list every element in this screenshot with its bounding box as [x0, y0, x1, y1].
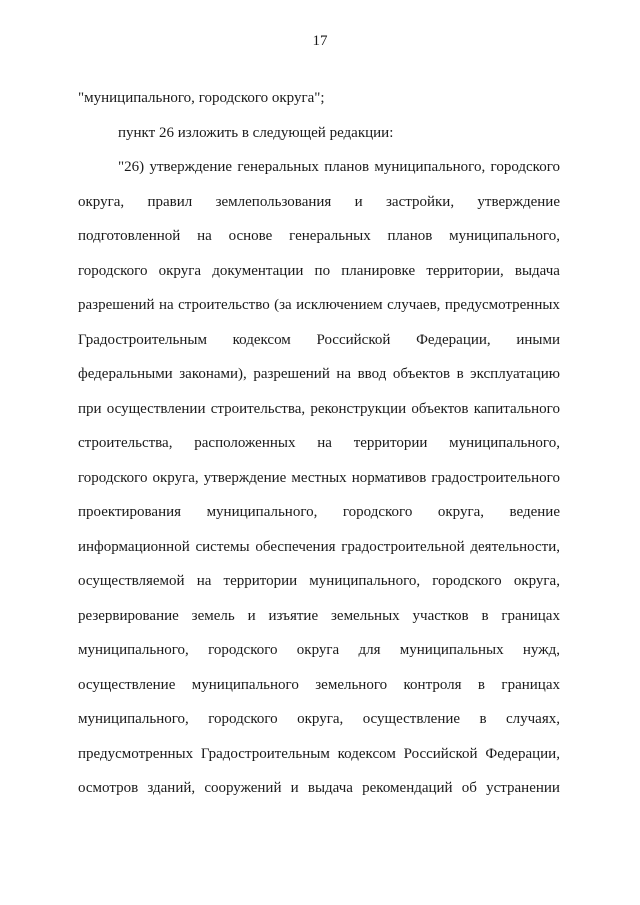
text-word: на [317, 435, 332, 451]
text-word: изъятие [268, 608, 319, 624]
text-word: кодексом [232, 332, 291, 348]
text-line [78, 295, 560, 315]
text-word: резервирование [78, 608, 179, 624]
text-line [78, 537, 560, 557]
text-word: строительство [178, 297, 270, 313]
text-word: федеральными [78, 366, 173, 382]
text-word: изложить [173, 125, 239, 141]
text-word: городского [194, 90, 269, 106]
text-word: осуществляемой [78, 573, 185, 589]
text-word: Федерации, [416, 332, 491, 348]
text-word: капитального [473, 401, 560, 417]
text-word: земельных [330, 608, 400, 624]
text-word: округа, [297, 711, 344, 727]
text-line [78, 399, 560, 419]
text-word: земель [191, 608, 235, 624]
text-word: 26 [155, 125, 174, 141]
text-word: строительства, [78, 435, 173, 451]
text-word: генеральных [289, 228, 371, 244]
text-word: на [196, 573, 212, 589]
text-word: на [158, 297, 174, 313]
text-word: для [358, 642, 381, 658]
text-word: обеспечения [255, 539, 336, 555]
text-word: округа [296, 642, 340, 658]
text-word: при [78, 401, 102, 417]
text-word: в [477, 677, 486, 693]
text-word: округа, [513, 573, 560, 589]
text-word: округа, [437, 504, 485, 520]
text-word: утверждение [149, 159, 233, 175]
text-line [78, 88, 560, 108]
text-word: городского [208, 642, 278, 658]
text-line [78, 364, 560, 384]
text-word: эксплуатацию [470, 366, 560, 382]
text-word: муниципального, [78, 642, 189, 658]
text-word: (за [274, 297, 292, 313]
text-word: проектирования [78, 504, 182, 520]
text-word: Федерации, [485, 746, 560, 762]
text-word: деятельности, [470, 539, 560, 555]
text-word: генеральных [237, 159, 319, 175]
text-word: в [481, 608, 489, 624]
text-word: выдача [514, 263, 560, 279]
text-word: "муниципального, [78, 90, 195, 106]
text-word: и [247, 608, 256, 624]
text-word: в [456, 366, 464, 382]
text-word: контроля [403, 677, 462, 693]
text-word: городского [208, 711, 278, 727]
text-word: системы [195, 539, 250, 555]
text-word: округа"; [268, 90, 325, 106]
text-word: осуществление [78, 677, 176, 693]
text-word: случаях, [506, 711, 560, 727]
text-word: разрешений [253, 366, 330, 382]
text-line [78, 675, 560, 695]
text-word: градостроительного [431, 470, 560, 486]
text-word: муниципального [191, 677, 299, 693]
text-word: объектов [392, 366, 451, 382]
text-line [78, 778, 560, 798]
text-word: муниципального, [449, 435, 560, 451]
text-line [78, 709, 560, 729]
text-word: следующей [248, 125, 326, 141]
text-word: "26) [118, 159, 145, 175]
text-word: нужд, [522, 642, 560, 658]
text-word: Градостроительным [78, 332, 207, 348]
text-word: планов [324, 159, 370, 175]
text-word: по [314, 263, 331, 279]
text-word: в [238, 125, 249, 141]
text-word: объектов [411, 401, 469, 417]
text-word: на [197, 228, 212, 244]
text-word: муниципального, [374, 159, 486, 175]
text-word: муниципального, [206, 504, 318, 520]
text-word: ведение [509, 504, 560, 520]
text-word: городского [78, 263, 148, 279]
text-word: зданий, [147, 780, 196, 796]
text-line [78, 640, 560, 660]
text-word: территории, [426, 263, 504, 279]
text-word: случаев, [387, 297, 441, 313]
text-word: градостроительной [341, 539, 465, 555]
text-word: муниципального, [78, 711, 189, 727]
text-word: информационной [78, 539, 190, 555]
text-word: Градостроительным [200, 746, 330, 762]
text-line [78, 744, 560, 764]
text-word: землепользования [215, 194, 332, 210]
text-line [78, 502, 560, 522]
text-word: редакции: [325, 125, 394, 141]
text-word: разрешений [78, 297, 155, 313]
text-word: подготовленной [78, 228, 181, 244]
text-word: округа, [78, 194, 125, 210]
text-word: в [479, 711, 487, 727]
text-word: иными [516, 332, 560, 348]
text-word: муниципального, [449, 228, 560, 244]
text-word: пункт [118, 125, 156, 141]
text-word: Российской [316, 332, 391, 348]
text-line [78, 192, 560, 212]
text-word: муниципального, [309, 573, 421, 589]
text-word: расположенных [194, 435, 296, 451]
page-number: 17 [312, 33, 328, 49]
text-word: округа, [152, 470, 199, 486]
text-word: и [290, 780, 299, 796]
text-word: планов [387, 228, 433, 244]
text-word: ввод [357, 366, 387, 382]
text-word: городского [432, 573, 502, 589]
text-word: выдача [307, 780, 353, 796]
text-word: территории [223, 573, 298, 589]
text-word: основе [228, 228, 273, 244]
text-word: рекомендаций [362, 780, 453, 796]
text-word: реконструкции [310, 401, 407, 417]
text-word: застройки, [386, 194, 455, 210]
text-word: участков [412, 608, 469, 624]
text-word: территории [353, 435, 428, 451]
text-word: муниципальных [399, 642, 504, 658]
text-word: земельного [315, 677, 388, 693]
text-line [118, 123, 560, 143]
text-word: правил [147, 194, 193, 210]
text-word: нормативов [351, 470, 427, 486]
text-word: на [336, 366, 352, 382]
text-word: осуществление [362, 711, 461, 727]
text-word: сооружений [204, 780, 282, 796]
text-word: исключением [296, 297, 383, 313]
text-line [78, 330, 560, 350]
text-word: границах [501, 608, 560, 624]
text-word: планировке [341, 263, 416, 279]
text-word: строительства, [210, 401, 306, 417]
text-line [118, 157, 560, 177]
text-word: документации [212, 263, 304, 279]
text-line [78, 433, 560, 453]
text-line [78, 226, 560, 246]
text-word: городского [490, 159, 560, 175]
text-word: городского [78, 470, 148, 486]
text-word: осмотров [78, 780, 139, 796]
text-line [78, 571, 560, 591]
text-line [78, 468, 560, 488]
text-word: городского [342, 504, 413, 520]
text-word: утверждение [477, 194, 560, 210]
text-word: утверждение [203, 470, 287, 486]
text-word: законами), [179, 366, 247, 382]
text-word: кодексом [337, 746, 396, 762]
text-word: Российской [403, 746, 478, 762]
text-word: округа [158, 263, 202, 279]
text-word: осуществлении [106, 401, 206, 417]
text-word: предусмотренных [78, 746, 194, 762]
text-word: и [354, 194, 363, 210]
text-word: об [461, 780, 477, 796]
text-word: устранении [486, 780, 560, 796]
text-word: местных [291, 470, 347, 486]
text-line [78, 261, 560, 281]
text-word: предусмотренных [444, 297, 560, 313]
text-word: границах [501, 677, 560, 693]
text-line [78, 606, 560, 626]
